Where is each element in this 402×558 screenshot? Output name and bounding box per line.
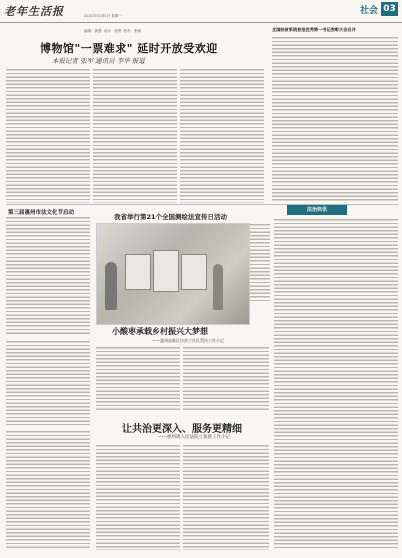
bottom-main-body-3 <box>183 444 269 550</box>
section-title: 社会 <box>359 6 378 16</box>
lead-headline: 博物馆"一票难求" 延时开放受欢迎 <box>40 42 218 55</box>
bottom-left-body-3 <box>183 346 269 412</box>
display-board <box>125 254 151 290</box>
photo-caption <box>250 223 270 301</box>
lead-body-col-3 <box>180 68 264 203</box>
bottom-left-body-2 <box>96 346 180 412</box>
lead-subheadline: 本报记者 张军 通讯员 李华 报道 <box>52 57 145 65</box>
lead-body-col-1 <box>6 68 90 203</box>
issue-meta <box>84 4 141 39</box>
person-figure <box>105 262 117 310</box>
mid-left-headline: 第三届惠州市法文化节启动 <box>8 210 75 216</box>
page-number: 03 <box>381 2 398 16</box>
bottom-main-body-2 <box>96 444 180 550</box>
top-right-headline: 全国扶贫系统首批优秀第一书记表彰大会召开 <box>272 27 356 32</box>
feature-headline: 我省举行第21个全国测绘法宣传日活动 <box>114 213 228 221</box>
issue-editors: 编辑：黄强 设计：张勇 校对：张海 <box>84 29 141 33</box>
display-board <box>153 250 179 292</box>
bottom-main-subheadline: ——惠州镇人民法院立案庭工作小记 <box>158 435 230 440</box>
bottom-main-headline: 让共治更深入、服务更精细 <box>122 424 242 435</box>
sidebar-body <box>274 218 398 548</box>
mid-left-body <box>6 216 90 336</box>
bottom-left-body-1 <box>6 340 90 425</box>
paper-logo: 老年生活报 <box>4 5 64 18</box>
sidebar-tag: 法治快讯 <box>287 205 347 215</box>
bottom-main-body-1 <box>6 430 90 550</box>
bottom-left-subheadline: ——惠州高新区扶贫工作队帮扶工作小记 <box>152 338 224 343</box>
top-right-body <box>272 36 398 201</box>
display-board <box>181 254 207 290</box>
issue-date: 2021年5月31日 星期一 <box>84 14 122 18</box>
bottom-left-headline: 小酸枣承载乡村振兴大梦想 <box>112 327 208 336</box>
feature-photo <box>96 223 250 325</box>
lead-body-col-2 <box>93 68 177 203</box>
person-figure <box>213 264 223 310</box>
